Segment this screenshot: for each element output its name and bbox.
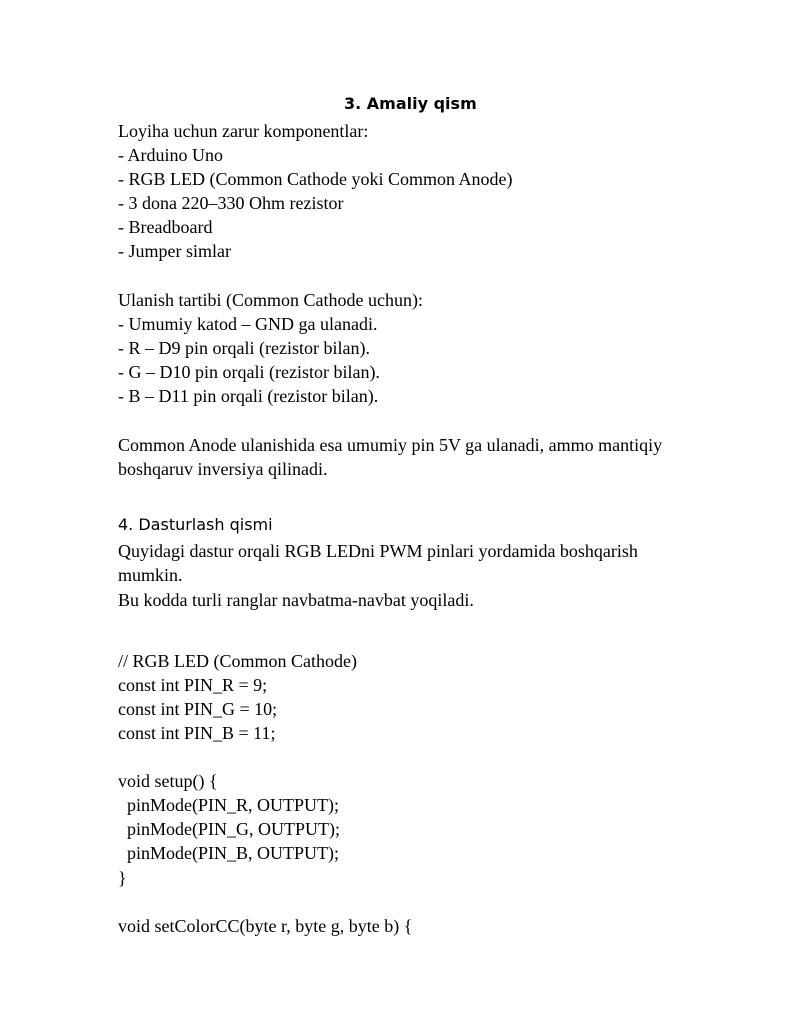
code-line: pinMode(PIN_B, OUTPUT); — [118, 843, 339, 863]
component-item: - 3 dona 220–330 Ohm rezistor — [118, 193, 344, 213]
component-item: - Jumper simlar — [118, 241, 231, 261]
components-intro: Loyiha uchun zarur komponentlar: — [118, 121, 369, 141]
programming-intro-line: mumkin. — [118, 565, 183, 585]
programming-intro-line: Bu kodda turli ranglar navbatma-navbat yoqiladi. — [118, 590, 474, 610]
code-line: pinMode(PIN_G, OUTPUT); — [118, 819, 340, 839]
code-line: void setColorCC(byte r, byte g, byte b) { — [118, 916, 413, 936]
code-line: // RGB LED (Common Cathode) — [118, 651, 357, 671]
code-line: pinMode(PIN_R, OUTPUT); — [118, 795, 339, 815]
code-line: const int PIN_R = 9; — [118, 675, 268, 695]
wiring-item: - Umumiy katod – GND ga ulanadi. — [118, 314, 378, 334]
anode-note-line: Common Anode ulanishida esa umumiy pin 5V ga ulanadi, ammo mantiqiy — [118, 435, 663, 455]
component-item: - RGB LED (Common Cathode yoki Common Anode) — [118, 169, 513, 189]
wiring-item: - B – D11 pin orqali (rezistor bilan). — [118, 386, 379, 406]
anode-note-line: boshqaruv inversiya qilinadi. — [118, 459, 328, 479]
section-title-amaliy-qism: 3. Amaliy qism — [344, 94, 477, 113]
component-item: - Arduino Uno — [118, 145, 223, 165]
section-title-dasturlash-qismi: 4. Dasturlash qismi — [118, 515, 273, 534]
code-line: const int PIN_B = 11; — [118, 723, 276, 743]
code-line: void setup() { — [118, 771, 218, 791]
code-line: const int PIN_G = 10; — [118, 699, 278, 719]
wiring-item: - R – D9 pin orqali (rezistor bilan). — [118, 338, 370, 358]
component-item: - Breadboard — [118, 217, 213, 237]
code-line: } — [118, 868, 127, 888]
wiring-intro: Ulanish tartibi (Common Cathode uchun): — [118, 290, 423, 310]
wiring-item: - G – D10 pin orqali (rezistor bilan). — [118, 362, 380, 382]
programming-intro-line: Quyidagi dastur orqali RGB LEDni PWM pinlari yordamida boshqarish — [118, 541, 638, 561]
